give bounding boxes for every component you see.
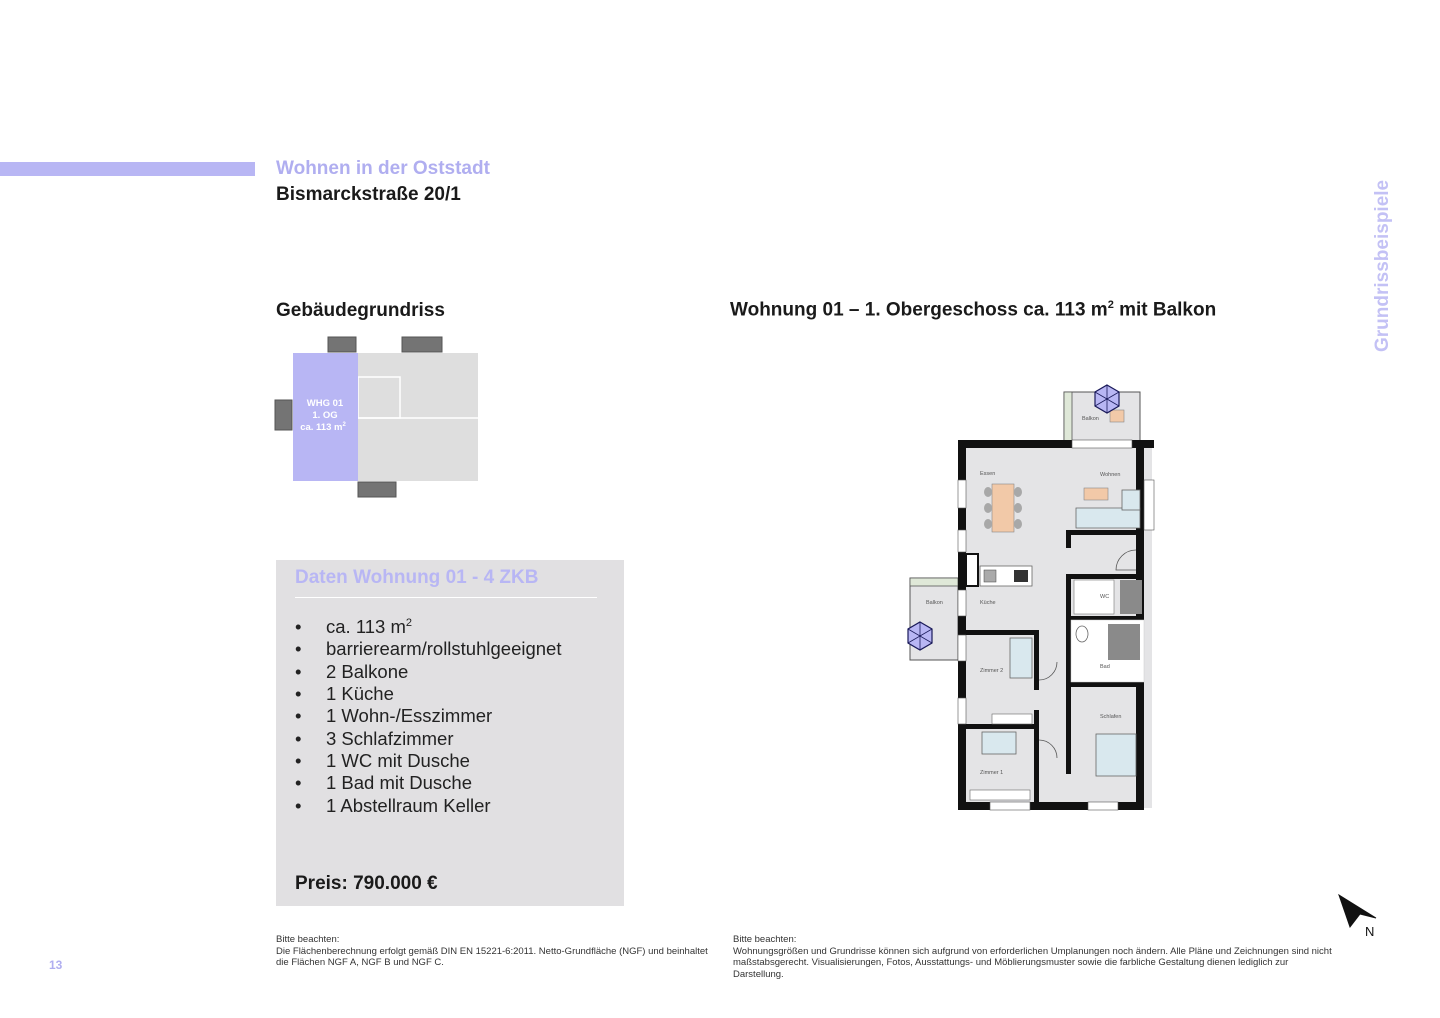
wall-wc-left — [1066, 574, 1071, 774]
bad-shower — [1108, 624, 1140, 660]
feature-text: 1 WC mit Dusche — [326, 749, 470, 771]
window-bottom-1 — [990, 802, 1030, 810]
feature-item — [295, 612, 561, 638]
feature-item — [295, 728, 561, 750]
room-label-wc: WC — [1100, 594, 1110, 600]
room-label-schlafen: Schlafen — [1100, 714, 1122, 720]
feature-text: barrierearm/rollstuhlgeeignet — [326, 638, 562, 660]
project-address: Bismarckstraße 20/1 — [276, 184, 461, 205]
accent-bar — [0, 162, 255, 176]
chair — [984, 519, 992, 529]
apartment-heading-sup: 2 — [1107, 299, 1114, 311]
building-balcony-left — [275, 400, 292, 430]
zimmer1-bed — [982, 732, 1016, 754]
wall-zimmer2-top — [966, 630, 1036, 635]
data-box-rule — [295, 597, 597, 598]
unit-label-line-2: 1. OG — [312, 410, 338, 421]
chair — [1014, 503, 1022, 513]
room-label-zimmer2: Zimmer 2 — [980, 668, 1004, 674]
note-left-title: Bitte beachten: — [276, 934, 340, 945]
north-arrow-icon — [1334, 892, 1384, 940]
bullet-glyph: • — [295, 727, 302, 749]
schlafen-bed — [1096, 734, 1136, 776]
zimmer2-bed — [1010, 638, 1032, 678]
armchair — [1122, 490, 1140, 510]
page-number: 13 — [49, 958, 63, 972]
unit-label-line-1: WHG 01 — [306, 398, 344, 409]
feature-text: 3 Schlafzimmer — [326, 727, 454, 749]
building-balcony-top-right — [402, 337, 442, 352]
room-label-kueche: Küche — [980, 600, 996, 606]
room-label-balkon-top: Balkon — [1082, 416, 1099, 422]
balcony-left-rail — [910, 578, 958, 586]
north-label: N — [1365, 924, 1375, 939]
feature-item — [295, 661, 561, 683]
bullet-glyph: • — [295, 660, 302, 682]
window-left-3 — [958, 590, 966, 616]
feature-text: 1 Bad mit Dusche — [326, 772, 473, 794]
note-left — [276, 934, 716, 969]
feature-item — [295, 705, 561, 727]
wall-corridor — [1034, 710, 1039, 802]
data-box-title: Daten Wohnung 01 - 4 ZKB — [295, 567, 539, 588]
bullet-glyph: • — [295, 772, 302, 794]
window-left-1 — [958, 480, 966, 508]
room-label-zimmer1: Zimmer 1 — [980, 770, 1004, 776]
bad-toilet — [1076, 626, 1088, 642]
building-plan-heading: Gebäudegrundriss — [276, 300, 445, 321]
apartment-heading-main: Wohnung 01 – 1. Obergeschoss ca. 113 m — [730, 299, 1108, 321]
building-body — [358, 353, 478, 481]
feature-text: 1 Abstellraum Keller — [326, 794, 491, 816]
apartment-floor-plan — [900, 380, 1170, 820]
wc-shower — [1120, 580, 1142, 614]
wall-kitchen-island — [1066, 530, 1138, 535]
unit-label-line-3 — [300, 422, 346, 433]
building-balcony-bottom — [358, 482, 396, 497]
chair — [984, 487, 992, 497]
wall-wc-top — [1066, 574, 1136, 579]
unit-label-sup: 2 — [342, 422, 346, 428]
apartment-heading-tail: mit Balkon — [1113, 299, 1217, 321]
note-right — [733, 934, 1333, 980]
window-left-4 — [958, 635, 966, 661]
feature-text: ca. 113 m — [326, 616, 406, 638]
dining-table — [992, 484, 1014, 532]
section-side-label: Grundrissbeispiele — [1372, 179, 1393, 352]
wall-zimmer2-right — [1034, 630, 1039, 690]
feature-item — [295, 638, 561, 660]
chair — [1014, 487, 1022, 497]
wall-zimmer-divider — [966, 724, 1036, 729]
window-right-1 — [1144, 480, 1154, 530]
apartment-data-box — [276, 560, 624, 906]
bullet-glyph: • — [295, 794, 302, 816]
unit-label-area: ca. 113 m — [300, 422, 343, 433]
window-top-1 — [1072, 440, 1132, 448]
window-left-5 — [958, 698, 966, 724]
feature-item — [295, 772, 561, 794]
balcony-top-rail — [1064, 392, 1072, 442]
zimmer2-desk — [992, 714, 1032, 724]
feature-text: 2 Balkone — [326, 660, 409, 682]
bullet-glyph: • — [295, 683, 302, 705]
feature-item — [295, 683, 561, 705]
wall-entry — [1066, 530, 1071, 548]
balcony-top-table — [1110, 410, 1124, 422]
sofa — [1076, 508, 1140, 528]
chair — [1014, 519, 1022, 529]
zimmer1-desk — [970, 790, 1030, 800]
room-label-bad: Bad — [1100, 664, 1110, 670]
price: Preis: 790.000 € — [295, 873, 438, 894]
bullet-glyph: • — [295, 749, 302, 771]
feature-sup: 2 — [405, 617, 412, 629]
project-title: Wohnen in der Oststadt — [276, 158, 490, 179]
room-label-balkon-left: Balkon — [926, 600, 943, 606]
window-left-2 — [958, 530, 966, 552]
note-right-title: Bitte beachten: — [733, 934, 797, 945]
bullet-glyph: • — [295, 705, 302, 727]
room-label-wohnen: Wohnen — [1100, 472, 1121, 478]
apartment-heading — [730, 299, 1216, 321]
window-bottom-2 — [1088, 802, 1118, 810]
feature-item — [295, 795, 561, 817]
feature-list — [295, 612, 561, 817]
kitchen-unit — [966, 554, 978, 586]
note-left-body: Die Flächenberechnung erfolgt gemäß DIN EN 15221-6:2011. Netto-Grundfläche (NGF) und beinhaltet die Flächen NGF A, NGF B und NGF C. — [276, 945, 708, 969]
building-balcony-top-left — [328, 337, 356, 352]
wall-bad-bottom — [1066, 682, 1144, 687]
feature-item — [295, 750, 561, 772]
kitchen-cooktop — [1014, 570, 1028, 582]
kitchen-sink — [984, 570, 996, 582]
bullet-glyph: • — [295, 638, 302, 660]
wall-wc-bad — [1071, 616, 1141, 620]
bullet-glyph: • — [295, 616, 302, 638]
building-floor-plan — [274, 334, 484, 500]
feature-text: 1 Küche — [326, 683, 394, 705]
chair — [984, 503, 992, 513]
room-label-essen: Essen — [980, 471, 996, 477]
coffee-table — [1084, 488, 1108, 500]
note-right-body: Wohnungsgrößen und Grundrisse können sich aufgrund von erforderlichen Umplanungen noch ändern. Alle Pläne und Zeichnungen sind nicht maßstabsgerecht. Visualisierungen, Fotos, Ausstattungs- und Möblierungsmuster sowie die farbliche Gestaltung dienen lediglich zur Darstellung. — [733, 945, 1332, 980]
feature-text: 1 Wohn-/Esszimmer — [326, 705, 493, 727]
